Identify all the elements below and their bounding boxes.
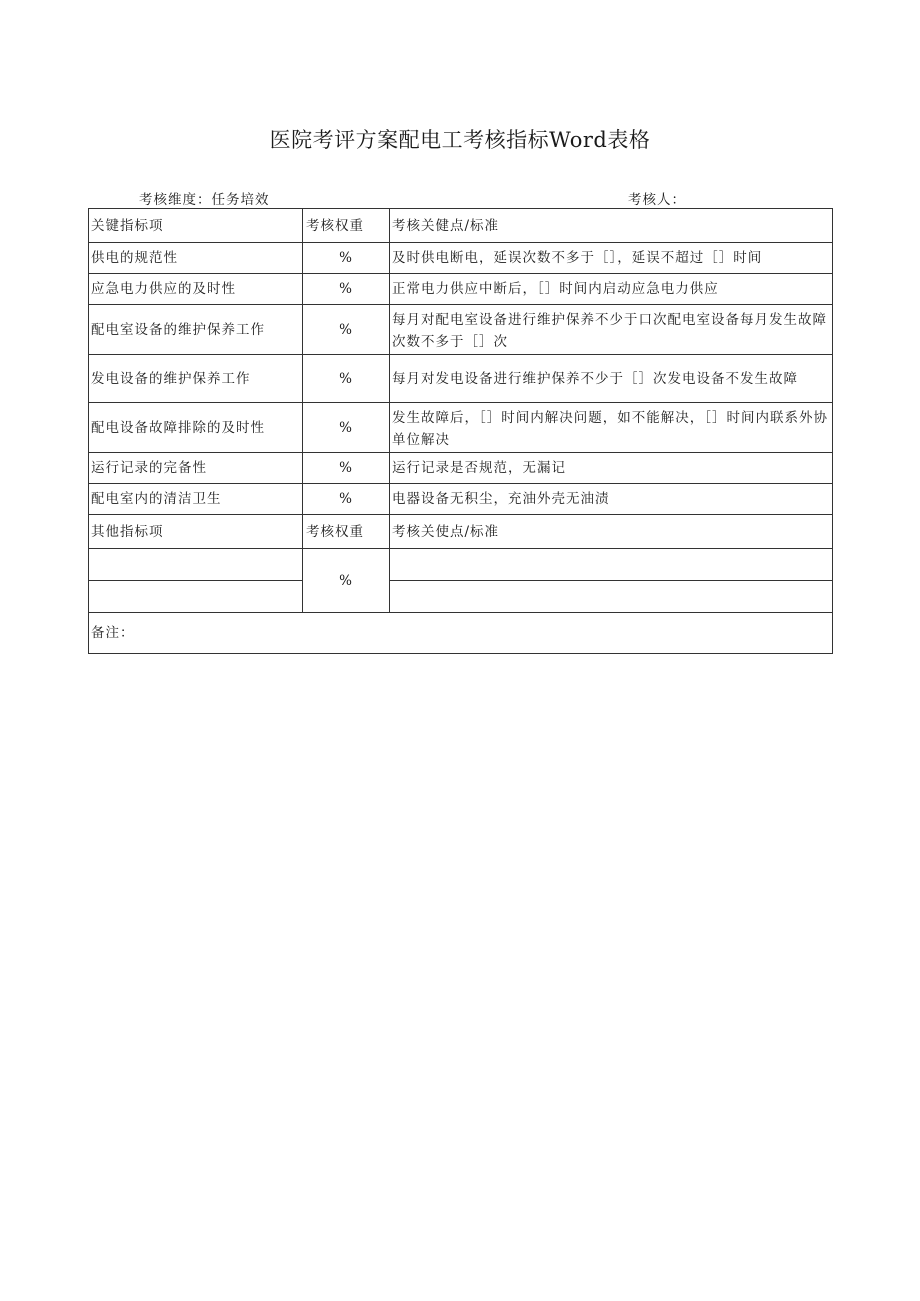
- header-key-indicator: 关键指标项: [89, 209, 303, 243]
- document-title: 医院考评方案配电工考核指标Word表格: [269, 128, 651, 152]
- kpi-table: [88, 208, 833, 654]
- header-other-criteria: 考核关使点/标准: [390, 515, 833, 549]
- other-header-row: [89, 515, 833, 549]
- indicator-item: 应急电力供应的及时性: [89, 274, 303, 305]
- indicator-weight: %: [303, 274, 390, 305]
- table-row: [89, 453, 833, 484]
- indicator-item: 配电设备故障排除的及时性: [89, 403, 303, 453]
- header-criteria: 考核关健点/标准: [390, 209, 833, 243]
- indicator-item: 配电室设备的维护保养工作: [89, 305, 303, 355]
- table-row: [89, 581, 833, 613]
- indicator-criteria: 运行记录是否规范，无漏记: [390, 453, 833, 484]
- indicator-item: 配电室内的清洁卫生: [89, 484, 303, 515]
- table-row: [89, 243, 833, 274]
- assessor-label: 考核人：: [628, 192, 686, 208]
- header-other-indicator: 其他指标项: [89, 515, 303, 549]
- indicator-weight: %: [303, 355, 390, 403]
- assessment-dimension: 考核维度：任务培效: [139, 192, 270, 208]
- table-row: [89, 355, 833, 403]
- table-row: [89, 274, 833, 305]
- table-row: [89, 484, 833, 515]
- table-row: [89, 403, 833, 453]
- other-item-cell: [89, 549, 303, 581]
- header-weight: 考核权重: [303, 209, 390, 243]
- other-weight: %: [303, 549, 390, 613]
- indicator-item: 发电设备的维护保养工作: [89, 355, 303, 403]
- indicator-weight: %: [303, 484, 390, 515]
- indicator-criteria: 及时供电断电，延误次数不多于［］，延误不超过［］时间: [390, 243, 833, 274]
- indicator-criteria: 每月对发电设备进行维护保养不少于［］次发电设备不发生故障: [390, 355, 833, 403]
- header-other-weight: 考核权重: [303, 515, 390, 549]
- indicator-criteria: 发生故障后，［］时间内解决问题，如不能解决，［］时间内联系外协单位解决: [390, 403, 833, 453]
- other-item-cell: [89, 581, 303, 613]
- indicator-weight: %: [303, 243, 390, 274]
- table-row: [89, 305, 833, 355]
- indicator-weight: %: [303, 403, 390, 453]
- table-row: [89, 549, 833, 581]
- table-header-row: [89, 209, 833, 243]
- indicator-weight: %: [303, 305, 390, 355]
- note-label: 备注：: [89, 613, 833, 654]
- note-row: [89, 613, 833, 654]
- indicator-criteria: 正常电力供应中断后，［］时间内启动应急电力供应: [390, 274, 833, 305]
- indicator-weight: %: [303, 453, 390, 484]
- other-criteria-cell: [390, 549, 833, 581]
- indicator-item: 运行记录的完备性: [89, 453, 303, 484]
- other-criteria-cell: [390, 581, 833, 613]
- indicator-item: 供电的规范性: [89, 243, 303, 274]
- indicator-criteria: 每月对配电室设备进行维护保养不少于口次配电室设备每月发生故障次数不多于［］次: [390, 305, 833, 355]
- indicator-criteria: 电器设备无积尘，充油外壳无油渍: [390, 484, 833, 515]
